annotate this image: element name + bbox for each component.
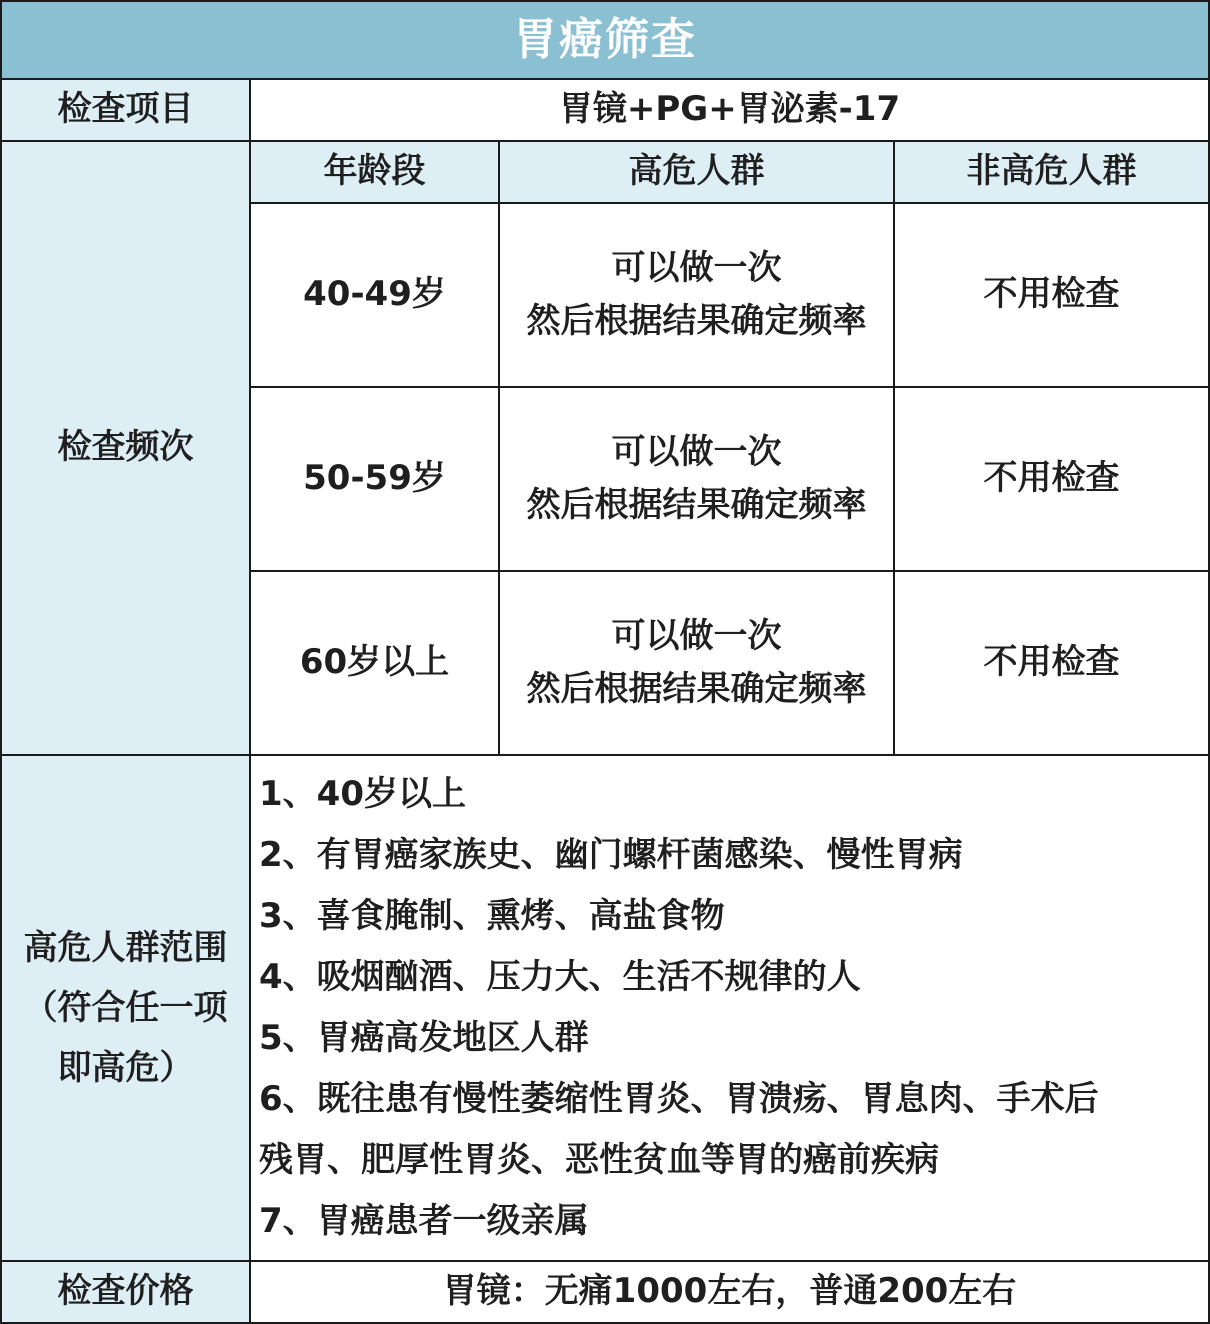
high-risk-line-1: 可以做一次	[611, 431, 782, 472]
scope-label-line-2: （符合任一项	[23, 988, 228, 1028]
header-high-risk: 高危人群	[499, 141, 894, 203]
price-row	[1, 1261, 1209, 1323]
age-cell: 40-49岁	[250, 203, 499, 387]
non-high-risk-cell: 不用检查	[894, 571, 1209, 755]
high-risk-line-2: 然后根据结果确定频率	[526, 485, 867, 525]
price-label: 检查价格	[1, 1261, 250, 1323]
scope-label-line-3: 即高危）	[57, 1048, 194, 1088]
exam-item-label: 检查项目	[1, 79, 250, 141]
high-risk-line-2: 然后根据结果确定频率	[526, 669, 867, 709]
criteria-item-5: 5、胃癌高发地区人群	[259, 1018, 589, 1058]
exam-item-row	[1, 79, 1209, 141]
frequency-label: 检查频次	[1, 141, 250, 755]
non-high-risk-cell: 不用检查	[894, 203, 1209, 387]
criteria-item-2: 2、有胃癌家族史、幽门螺杆菌感染、慢性胃病	[259, 835, 963, 875]
age-cell: 60岁以上	[250, 571, 499, 755]
exam-item-value: 胃镜+PG+胃泌素-17	[250, 79, 1209, 141]
high-risk-scope-row	[1, 755, 1209, 1261]
high-risk-line-2: 然后根据结果确定频率	[526, 301, 867, 341]
criteria-item-6-continued: 残胃、肥厚性胃炎、恶性贫血等胃的癌前疾病	[259, 1140, 939, 1180]
table-title: 胃癌筛查	[1, 1, 1209, 79]
scope-label-line-1: 高危人群范围	[23, 928, 228, 968]
high-risk-cell	[499, 203, 894, 387]
criteria-item-4: 4、吸烟酗酒、压力大、生活不规律的人	[259, 957, 861, 997]
criteria-item-3: 3、喜食腌制、熏烤、高盐食物	[259, 896, 725, 936]
criteria-item-6: 6、既往患有慢性萎缩性胃炎、胃溃疡、胃息肉、手术后	[259, 1079, 1099, 1119]
frequency-header-row	[1, 141, 1209, 203]
high-risk-cell	[499, 571, 894, 755]
high-risk-cell	[499, 387, 894, 571]
age-cell: 50-59岁	[250, 387, 499, 571]
header-age-group: 年龄段	[250, 141, 499, 203]
non-high-risk-cell: 不用检查	[894, 387, 1209, 571]
high-risk-line-1: 可以做一次	[611, 247, 782, 288]
price-value: 胃镜：无痛1000左右，普通200左右	[250, 1261, 1209, 1323]
criteria-item-1: 1、40岁以上	[259, 774, 466, 814]
high-risk-scope-label	[1, 755, 250, 1261]
high-risk-line-1: 可以做一次	[611, 615, 782, 656]
criteria-item-7: 7、胃癌患者一级亲属	[259, 1201, 589, 1241]
high-risk-criteria-list	[250, 755, 1209, 1261]
header-non-high-risk: 非高危人群	[894, 141, 1209, 203]
